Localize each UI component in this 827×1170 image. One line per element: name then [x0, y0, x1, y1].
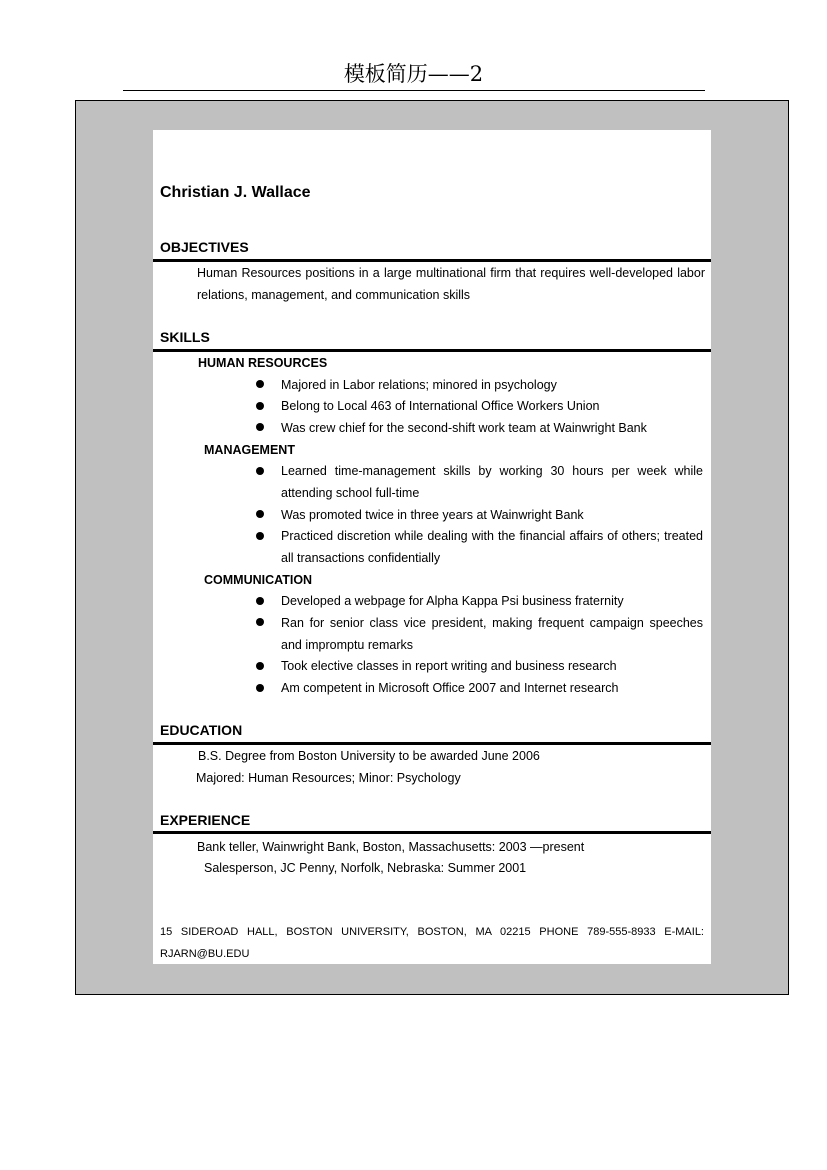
education-degree: B.S. Degree from Boston University to be awarded June 2006: [198, 749, 540, 763]
document-title: 模板简历——2: [343, 62, 484, 86]
objectives-heading: OBJECTIVES: [160, 239, 249, 255]
skill-item: Was crew chief for the second-shift work team at Wainwright Bank: [281, 421, 647, 435]
skill-item: Took elective classes in report writing and business research: [281, 659, 617, 673]
bullet-icon: [256, 684, 264, 692]
bullet-icon: [256, 662, 264, 670]
education-major: Majored: Human Resources; Minor: Psychology: [196, 771, 461, 785]
skill-item: Practiced discretion while dealing with the financial affairs of others; treated all transactions confidentially: [281, 529, 703, 565]
bullet-icon: [256, 532, 264, 540]
title-underline: [123, 90, 705, 91]
experience-item: Bank teller, Wainwright Bank, Boston, Massachusetts: 2003 —present: [197, 840, 585, 854]
resume-sheet: [153, 130, 711, 964]
resume-frame: [75, 100, 789, 995]
bullet-icon: [256, 380, 264, 388]
skills-group-communication: COMMUNICATION: [204, 573, 313, 587]
skill-item: Majored in Labor relations; minored in psychology: [281, 378, 557, 392]
contact-footer: 15 SIDEROAD HALL, BOSTON UNIVERSITY, BOSTON, MA 02215 PHONE 789-555-8933 E-MAIL: RJARN@BU.EDU: [160, 926, 704, 960]
bullet-icon: [256, 597, 264, 605]
bullet-icon: [256, 510, 264, 518]
skill-item: Was promoted twice in three years at Wainwright Bank: [281, 508, 584, 522]
skills-group-human-resources: HUMAN RESOURCES: [198, 356, 328, 370]
experience-heading: EXPERIENCE: [160, 812, 251, 828]
objectives-text: Human Resources positions in a large multinational firm that requires well-developed labor relations, management, and communication skills: [197, 266, 705, 302]
education-heading: EDUCATION: [160, 722, 243, 738]
skill-item: Developed a webpage for Alpha Kappa Psi business fraternity: [281, 594, 624, 608]
experience-rule: [153, 831, 711, 834]
bullet-icon: [256, 618, 264, 626]
bullet-icon: [256, 402, 264, 410]
bullet-icon: [256, 467, 264, 475]
skill-item: Belong to Local 463 of International Office Workers Union: [281, 399, 600, 413]
candidate-name: Christian J. Wallace: [160, 184, 311, 201]
bullet-icon: [256, 423, 264, 431]
skill-item: Am competent in Microsoft Office 2007 and Internet research: [281, 681, 619, 695]
skills-group-management: MANAGEMENT: [204, 443, 295, 457]
skill-item: Learned time-management skills by working 30 hours per week while attending school full-time: [281, 464, 703, 500]
skill-item: Ran for senior class vice president, making frequent campaign speeches and impromptu remarks: [281, 616, 703, 652]
skills-heading: SKILLS: [160, 329, 210, 345]
experience-item: Salesperson, JC Penny, Norfolk, Nebraska: Summer 2001: [204, 861, 527, 875]
